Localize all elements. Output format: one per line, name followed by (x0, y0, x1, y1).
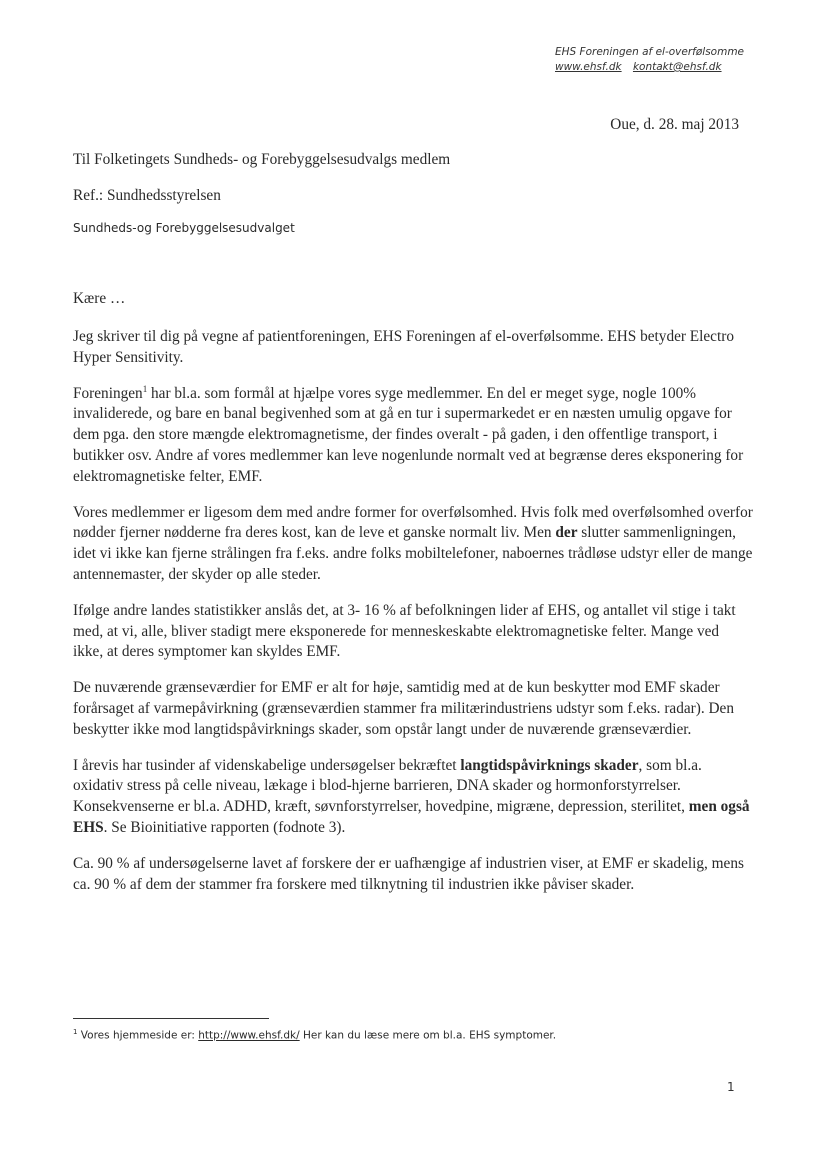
footnote-link[interactable]: http://www.ehsf.dk/ (198, 1029, 300, 1042)
letterhead (555, 45, 744, 75)
paragraph-comparison (73, 503, 753, 586)
website-link[interactable]: www.ehsf.dk (555, 61, 622, 73)
recipient-line: Til Folketingets Sundheds- og Forebyggelsesudvalgs medlem (73, 151, 451, 168)
paragraph-text: har bl.a. som formål at hjælpe vores syge medlemmer. En del er meget syge, nogle 100% invaliderede, og bare en banal begivenhed som at gå en tur i supermarkedet er en næsten umulig opgave for dem pga. den store mængde elektromagnetisme, der findes overalt - på gaden, i den offentlige transport, i butikker osv. Andre af vores medlemmer kan leve nogenlunde normalt ved at begrænse deres eksponering for elektromagnetiske felter, EMF. (73, 384, 744, 485)
footnote-text: Vores hjemmeside er: (77, 1029, 199, 1042)
paragraph-text: . Se Bioinitiative rapporten (fodnote 3). (103, 818, 346, 836)
paragraph-intro: Jeg skriver til dig på vegne af patientforeningen, EHS Foreningen af el-overfølsomme. EHS betyder Electro Hyper Sensitivity. (73, 328, 734, 366)
paragraph-research (73, 756, 753, 839)
paragraph-limits: De nuværende grænseværdier for EMF er alt for høje, samtidig med at de kun beskytter mod EMF skader forårsaget af varmepåvirkning (grænseværdien stammer fra militærindustriens udstyr som f.eks. radar). Den beskytter ikke mod langtidspåvirknings skader, som opstår langt under de nuværende grænseværdier. (73, 679, 734, 738)
paragraph-text: Vores medlemmer er ligesom dem med andre former for overfølsomhed. Hvis folk med overfølsomhed overfor nødder fjerner nødderne fra deres kost, kan de leve et ganske normalt liv. Men (73, 503, 753, 542)
footnote-divider (73, 1018, 269, 1019)
letter-date: Oue, d. 28. maj 2013 (610, 116, 739, 133)
page-number: 1 (727, 1080, 735, 1094)
paragraph-text: I årevis har tusinder af videnskabelige undersøgelser bekræftet (73, 756, 461, 774)
paragraph-industry: Ca. 90 % af undersøgelserne lavet af forskere der er uafhængige af industrien viser, at EMF er skadelig, mens ca. 90 % af dem der stammer fra forskere med tilknytning til industrien ikke påviser skader. (73, 854, 744, 893)
greeting: Kære … (73, 290, 126, 307)
committee-line: Sundheds-og Forebyggelsesudvalget (73, 221, 295, 235)
footnote (73, 1028, 556, 1042)
paragraph-text: Foreningen (73, 384, 143, 402)
footnote-reference[interactable]: 1 (142, 383, 148, 394)
footnote-number: 1 (73, 1028, 78, 1036)
paragraph-statistics: Ifølge andre landes statistikker anslås det, at 3- 16 % af befolkningen lider af EHS, og antallet vil stige i takt med, at vi, alle, bliver stadigt mere eksponerede for menneskeskabte elektromagnetiske felter. Mange ved ikke, at deres symptomer kan skyldes EMF. (73, 601, 736, 661)
bold-text: men også EHS (73, 798, 750, 836)
paragraph-association (73, 384, 753, 488)
letter-body (73, 327, 753, 910)
contact-links (555, 60, 744, 75)
email-link[interactable]: kontakt@ehsf.dk (632, 61, 722, 73)
footnote-text: Her kan du læse mere om bl.a. EHS symptomer. (299, 1029, 557, 1042)
paragraph-text: , som bl.a. oxidativ stress på celle niveau, lækage i blod-hjerne barrieren, DNA skader og hormonforstyrrelser. Konsekvenserne er bl.a. ADHD, kræft, søvnforstyrrelser, hovedpine, migræne, depression, sterilitet, (73, 756, 702, 816)
reference-line: Ref.: Sundhedsstyrelsen (73, 187, 221, 204)
bold-text: langtidspåvirknings skader (460, 756, 639, 774)
bold-text: der (555, 524, 578, 542)
paragraph-text: slutter sammenligningen, idet vi ikke kan fjerne strålingen fra f.eks. andre folks mobiltelefoner, naboernes trådløse udstyr eller de mange antennemaster, der skyder op alle steder. (73, 524, 753, 583)
organization-name: EHS Foreningen af el-overfølsomme (555, 46, 745, 58)
